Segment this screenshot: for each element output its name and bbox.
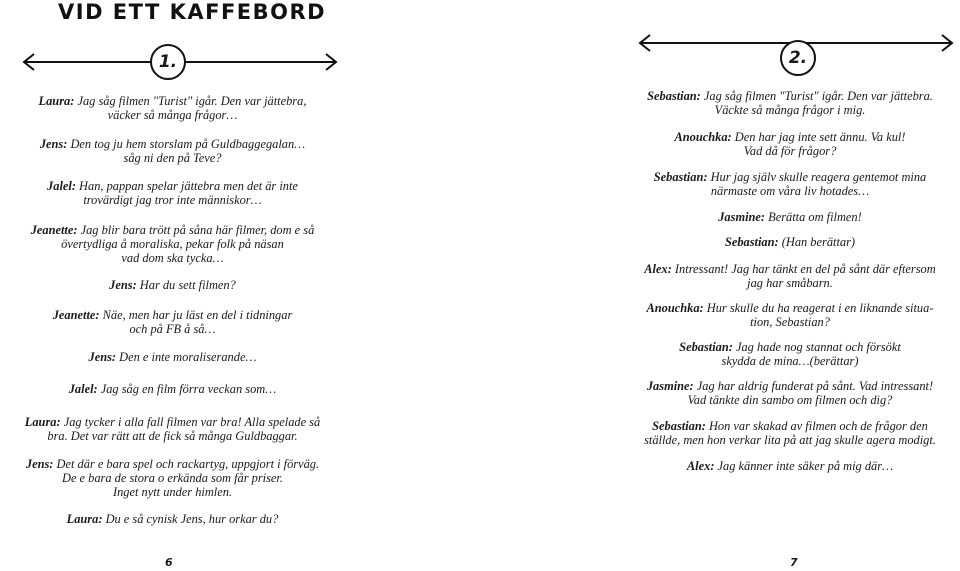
speaker: Sebastian:: [679, 340, 733, 354]
speaker: Laura:: [66, 512, 103, 526]
speaker: Sebastian:: [652, 419, 706, 433]
dialogue-line: Jens: Det där e bara spel och rackartyg, uppgjort i förväg. De e bara de stora o erkända som får priser. Inget nytt under himlen.: [25, 457, 320, 499]
speaker: Jalel:: [68, 382, 98, 396]
dialogue-line: Sebastian: Hon var skakad av filmen och de frågor den ställde, men hon verkar lita på att jag skulle agera modigt.: [644, 419, 936, 447]
dialogue-line: Jalel: Han, pappan spelar jättebra men det är inte trovärdigt jag tror inte människor…: [47, 179, 298, 207]
speaker: Anouchka:: [646, 301, 704, 315]
dialogue-line: Jens: Har du sett filmen?: [109, 278, 236, 292]
speaker: Anouchka:: [674, 130, 732, 144]
dialogue-line: Laura: Du e så cynisk Jens, hur orkar du?: [66, 512, 279, 526]
dialogue-line: Jens: Den tog ju hem storslam på Guldbaggegalan… såg ni den på Teve?: [39, 137, 306, 165]
speaker: Sebastian:: [647, 89, 701, 103]
dialogue-line: Sebastian: Jag såg filmen "Turist" igår. Den var jättebra. Väckte så många frågor i mig.: [647, 89, 933, 117]
page-title: VID ETT KAFFEBORD: [58, 0, 327, 24]
scene-number-1: 1.: [150, 44, 186, 80]
dialogue-line: Jalel: Jag såg en film förra veckan som…: [68, 382, 277, 396]
speaker: Jens:: [109, 278, 137, 292]
dialogue-line: Jasmine: Jag har aldrig funderat på sånt. Vad intressant! Vad tänkte din sambo om filmen och dig?: [646, 379, 934, 407]
speaker: Alex:: [686, 459, 715, 473]
dialogue-line: Jeanette: Jag blir bara trött på såna här filmer, dom e så övertydliga å moraliska, pekar folk på näsan vad dom ska tycka…: [30, 223, 315, 265]
dialogue-line: Sebastian: Hur jag själv skulle reagera gentemot mina närmaste om våra liv hotades…: [653, 170, 927, 198]
speaker: Jalel:: [47, 179, 76, 193]
dialogue-line: Anouchka: Hur skulle du ha reagerat i en liknande situa- tion, Sebastian?: [646, 301, 934, 329]
page-number-left: 6: [165, 556, 173, 569]
scene-number-2: 2.: [780, 40, 816, 76]
dialogue-line: Jeanette: Näe, men har ju läst en del i tidningar och på FB å så…: [52, 308, 293, 336]
page-number-right: 7: [790, 556, 798, 569]
speaker: Jasmine:: [646, 379, 694, 393]
speaker: Sebastian:: [724, 235, 779, 249]
speaker: Jens:: [39, 137, 68, 151]
dialogue-line: Anouchka: Den har jag inte sett ännu. Va kul! Vad då för frågor?: [674, 130, 906, 158]
dialogue-line: Alex: Jag känner inte säker på mig där…: [686, 459, 894, 473]
speaker: Laura:: [38, 94, 75, 108]
speaker: Jasmine:: [718, 210, 766, 224]
left-dialogue: [0, 0, 345, 571]
speaker: Jeanette:: [52, 308, 100, 322]
speaker: Jeanette:: [30, 223, 78, 237]
speaker: Laura:: [24, 415, 61, 429]
dialogue-line: Laura: Jag tycker i alla fall filmen var bra! Alla spelade så bra. Det var rätt att de fick så många Guldbaggar.: [24, 415, 321, 443]
dialogue-line: Sebastian: Jag hade nog stannat och försökt skydda de mina…(berättar): [679, 340, 901, 368]
right-dialogue: [620, 0, 960, 571]
speaker: Alex:: [644, 262, 672, 276]
dialogue-line: Laura: Jag såg filmen "Turist" igår. Den var jättebra, väcker så många frågor…: [38, 94, 307, 122]
speaker: Sebastian:: [653, 170, 708, 184]
dialogue-line: Jasmine: Berätta om filmen!: [718, 210, 862, 224]
speaker: Jens:: [88, 350, 117, 364]
dialogue-line: Sebastian: (Han berättar): [724, 235, 856, 249]
speaker: Jens:: [25, 457, 54, 471]
dialogue-line: Alex: Intressant! Jag har tänkt en del på sånt där eftersom jag har småbarn.: [644, 262, 936, 290]
dialogue-line: Jens: Den e inte moraliserande…: [88, 350, 257, 364]
